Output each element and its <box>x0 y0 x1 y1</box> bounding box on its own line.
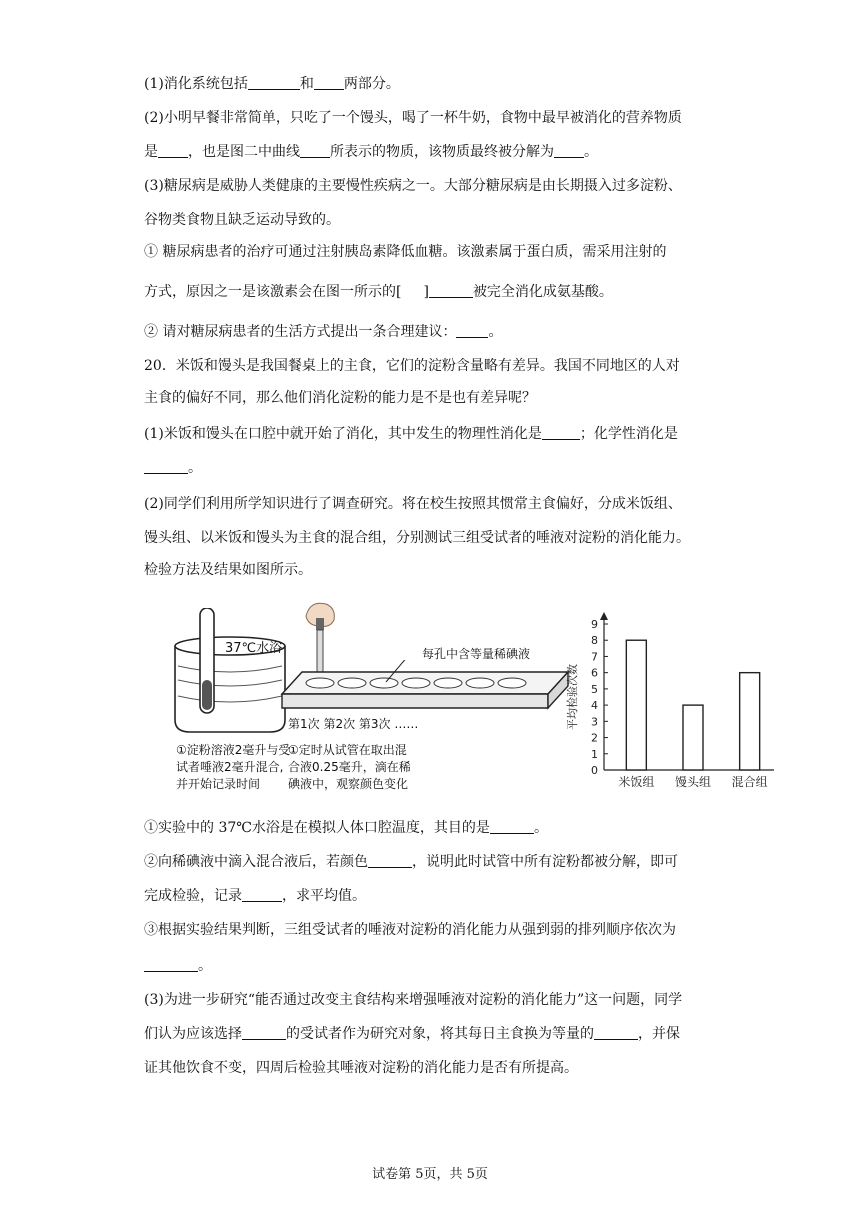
y-tick-label: 3 <box>591 715 598 729</box>
y-axis-label: 平均检验次数 <box>566 664 579 730</box>
answer-blank[interactable] <box>368 853 412 868</box>
well-plate-icon <box>280 660 570 720</box>
y-tick-label: 2 <box>591 731 598 745</box>
q19-part3-line2: 谷物类食物且缺乏运动导致的。 <box>144 212 340 228</box>
answer-blank[interactable] <box>594 1025 638 1040</box>
answer-blank[interactable] <box>158 143 188 158</box>
y-tick-label: 5 <box>591 682 598 696</box>
q20-part3-line3: 证其他饮食不变，四周后检验其唾液对淀粉的消化能力是否有所提高。 <box>144 1060 578 1076</box>
trial-labels: 第1次 第2次 第3次 …… <box>288 717 419 731</box>
q20-part2-line2: 馒头组、以米饭和馒头为主食的混合组，分别测试三组受试者的唾液对淀粉的消化能力。 <box>144 530 690 546</box>
q20-part1-line1: (1)米饭和馒头在口腔中就开始了消化，其中发生的物理性消化是 ；化学性消化是 <box>144 426 678 442</box>
x-tick-label: 馒头组 <box>674 775 712 789</box>
caption-left-line3: 并开始记录时间 <box>176 777 261 791</box>
x-tick-label: 米饭组 <box>618 775 655 789</box>
q20-part3-line2: 们认为应该选择 的受试者作为研究对象，将其每日主食换为等量的 ，并保 <box>144 1026 680 1042</box>
q20-step1: ①实验中的 37℃水浴是在模拟人体口腔温度，其目的是 。 <box>144 820 548 836</box>
y-axis-arrow <box>600 612 608 620</box>
bar-3 <box>740 673 760 770</box>
answer-blank[interactable] <box>542 425 580 440</box>
answer-blank[interactable] <box>242 887 282 902</box>
q20-part2-line3: 检验方法及结果如图所示。 <box>144 562 312 578</box>
bar-chart <box>560 606 780 796</box>
x-tick-label: 混合组 <box>731 775 768 789</box>
q20-stem-line1: 20．米饭和馒头是我国餐桌上的主食，它们的淀粉含量略有差异。我国不同地区的人对 <box>144 358 680 374</box>
caption-right-line3: 碘液中，观察颜色变化 <box>288 777 409 791</box>
bar-2 <box>683 705 703 770</box>
q20-part3-line1: (3)为进一步研究“能否通过改变主食结构来增强唾液对淀粉的消化能力”这一问题，同学 <box>144 992 683 1008</box>
answer-blank[interactable] <box>429 283 473 298</box>
answer-blank[interactable] <box>490 819 534 834</box>
y-tick-label: 9 <box>591 618 598 631</box>
q19-part3-line1: (3)糖尿病是威胁人类健康的主要慢性疾病之一。大部分糖尿病是由长期摄入过多淀粉、 <box>144 178 682 194</box>
answer-blank[interactable] <box>242 1025 286 1040</box>
water-bath-label: 37℃水浴 <box>225 641 283 656</box>
answer-blank[interactable] <box>456 323 488 338</box>
caption-right-line2: 合液0.25毫升，滴在稀 <box>288 760 411 774</box>
water-bath-beaker-icon <box>170 608 290 738</box>
q20-step3-line2: 。 <box>144 956 724 976</box>
q20-part2-line1: (2)同学们利用所学知识进行了调查研究。将在校生按照其惯常主食偏好，分成米饭组、 <box>144 496 682 512</box>
q20-stem-line2: 主食的偏好不同，那么他们消化淀粉的能力是不是也有差异呢？ <box>144 390 536 406</box>
q19-part3-item1-line1: ① 糖尿病患者的治疗可通过注射胰岛素降低血糖。该激素属于蛋白质，需采用注射的 <box>144 244 667 260</box>
q19-part2-line2: 是 ，也是图二中曲线 所表示的物质，该物质最终被分解为 。 <box>144 144 598 160</box>
q20-step2-line1: ②向稀碘液中滴入混合液后，若颜色 ，说明此时试管中所有淀粉都被分解，即可 <box>144 854 678 870</box>
answer-blank[interactable] <box>248 75 300 90</box>
q19-part3-item1-line2: 方式，原因之一是该激素会在图一所示的[ ] 被完全消化成氨基酸。 <box>144 284 613 300</box>
plate-label: 每孔中含等量稀碘液 <box>422 647 531 661</box>
caption-left-line1: ①淀粉溶液2毫升与受 <box>176 743 291 757</box>
answer-blank[interactable] <box>554 143 584 158</box>
q19-part3-item2: ② 请对糖尿病患者的生活方式提出一条合理建议： 。 <box>144 324 503 340</box>
y-tick-label: 1 <box>591 747 598 761</box>
y-tick-label: 6 <box>591 666 598 680</box>
answer-blank[interactable] <box>314 75 344 90</box>
y-tick-label: 4 <box>591 699 598 713</box>
q20-step2-line2: 完成检验，记录 ，求平均值。 <box>144 888 366 904</box>
page-footer: 试卷第 5页，共 5页 <box>372 1167 488 1182</box>
q19-part1: (1)消化系统包括 和 两部分。 <box>144 76 400 92</box>
q19-part2-line1: (2)小明早餐非常简单，只吃了一个馒头，喝了一杯牛奶，食物中最早被消化的营养物质 <box>144 110 682 126</box>
q20-step3-line1: ③根据实验结果判断，三组受试者的唾液对淀粉的消化能力从强到弱的排列顺序依次为 <box>144 922 676 938</box>
caption-left-line2: 试者唾液2毫升混合, <box>176 760 284 774</box>
y-tick-label: 8 <box>591 634 598 648</box>
y-tick-label: 0 <box>591 764 598 777</box>
answer-blank[interactable] <box>300 143 330 158</box>
caption-right-line1: ①定时从试管在取出混 <box>288 743 407 757</box>
q20-part1-line2: 。 <box>144 458 724 478</box>
answer-blank[interactable] <box>144 459 188 474</box>
answer-blank[interactable] <box>144 957 198 972</box>
y-tick-label: 7 <box>591 650 598 664</box>
bar-1 <box>626 640 646 770</box>
